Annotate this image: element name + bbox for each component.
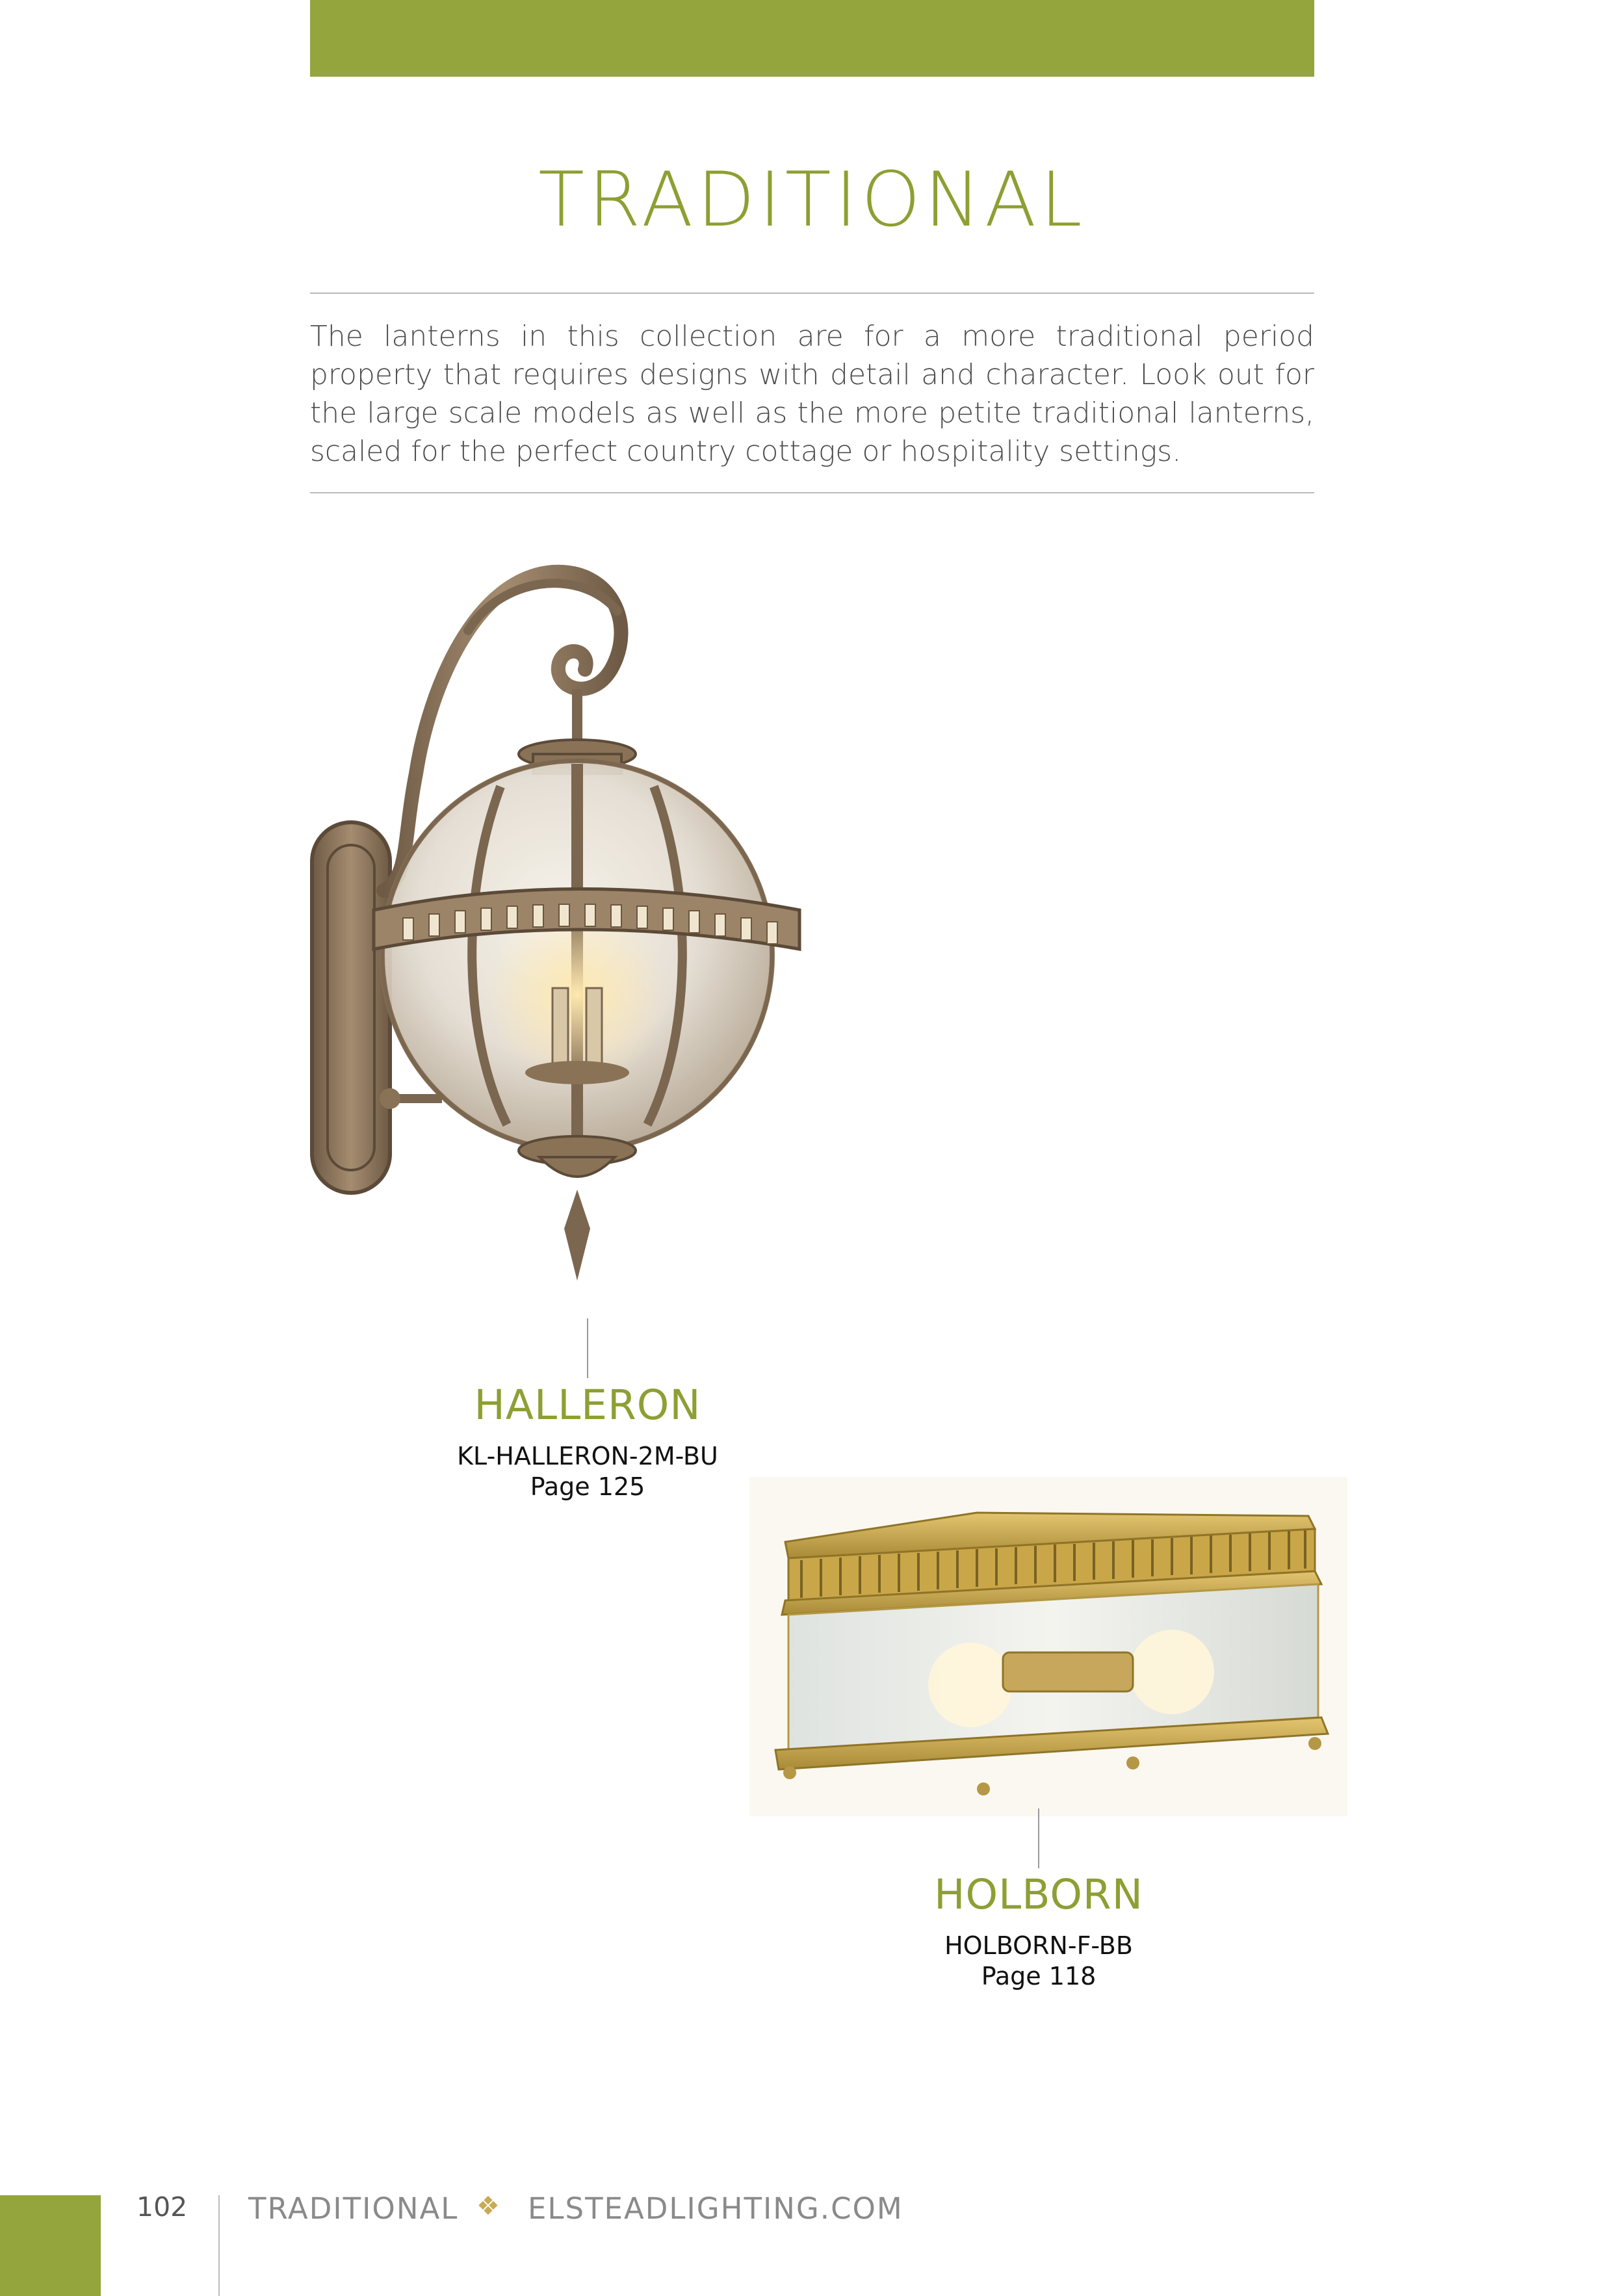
footer-website-link[interactable]: ELSTEADLIGHTING.COM [528,2191,903,2226]
globe-wall-lantern-icon [305,540,812,1307]
footer-divider [218,2195,220,2296]
title-divider [310,293,1314,294]
intro-divider [310,492,1314,493]
product-page-holborn[interactable]: Page 118 [981,1962,1097,1990]
product-name-holborn: HOLBORN [934,1871,1143,1918]
product-code-halleron: KL-HALLERON-2M-BU [457,1442,718,1470]
footer-accent-square [0,2195,101,2296]
product-page-halleron[interactable]: Page 125 [530,1472,645,1501]
footer-section-name: TRADITIONAL [248,2191,459,2226]
product-code-holborn: HOLBORN-F-BB [944,1931,1133,1960]
intro-paragraph: The lanterns in this collection are for a more traditional period property that requires designs with detail and character. Look out for the large scale models as well as the more petite traditional lanterns, scaled for the perfect country cottage or hospitality settings. [310,320,1314,468]
halleron-leader-line [587,1318,588,1378]
page-number: 102 [136,2191,188,2223]
page-title: TRADITIONAL [538,156,1086,244]
holborn-leader-line [1038,1808,1039,1868]
flush-lantern-icon [749,1477,1347,1816]
product-name-halleron: HALLERON [474,1381,701,1429]
separator-diamond-icon: ❖ [476,2191,500,2221]
top-accent-bar [310,0,1314,77]
